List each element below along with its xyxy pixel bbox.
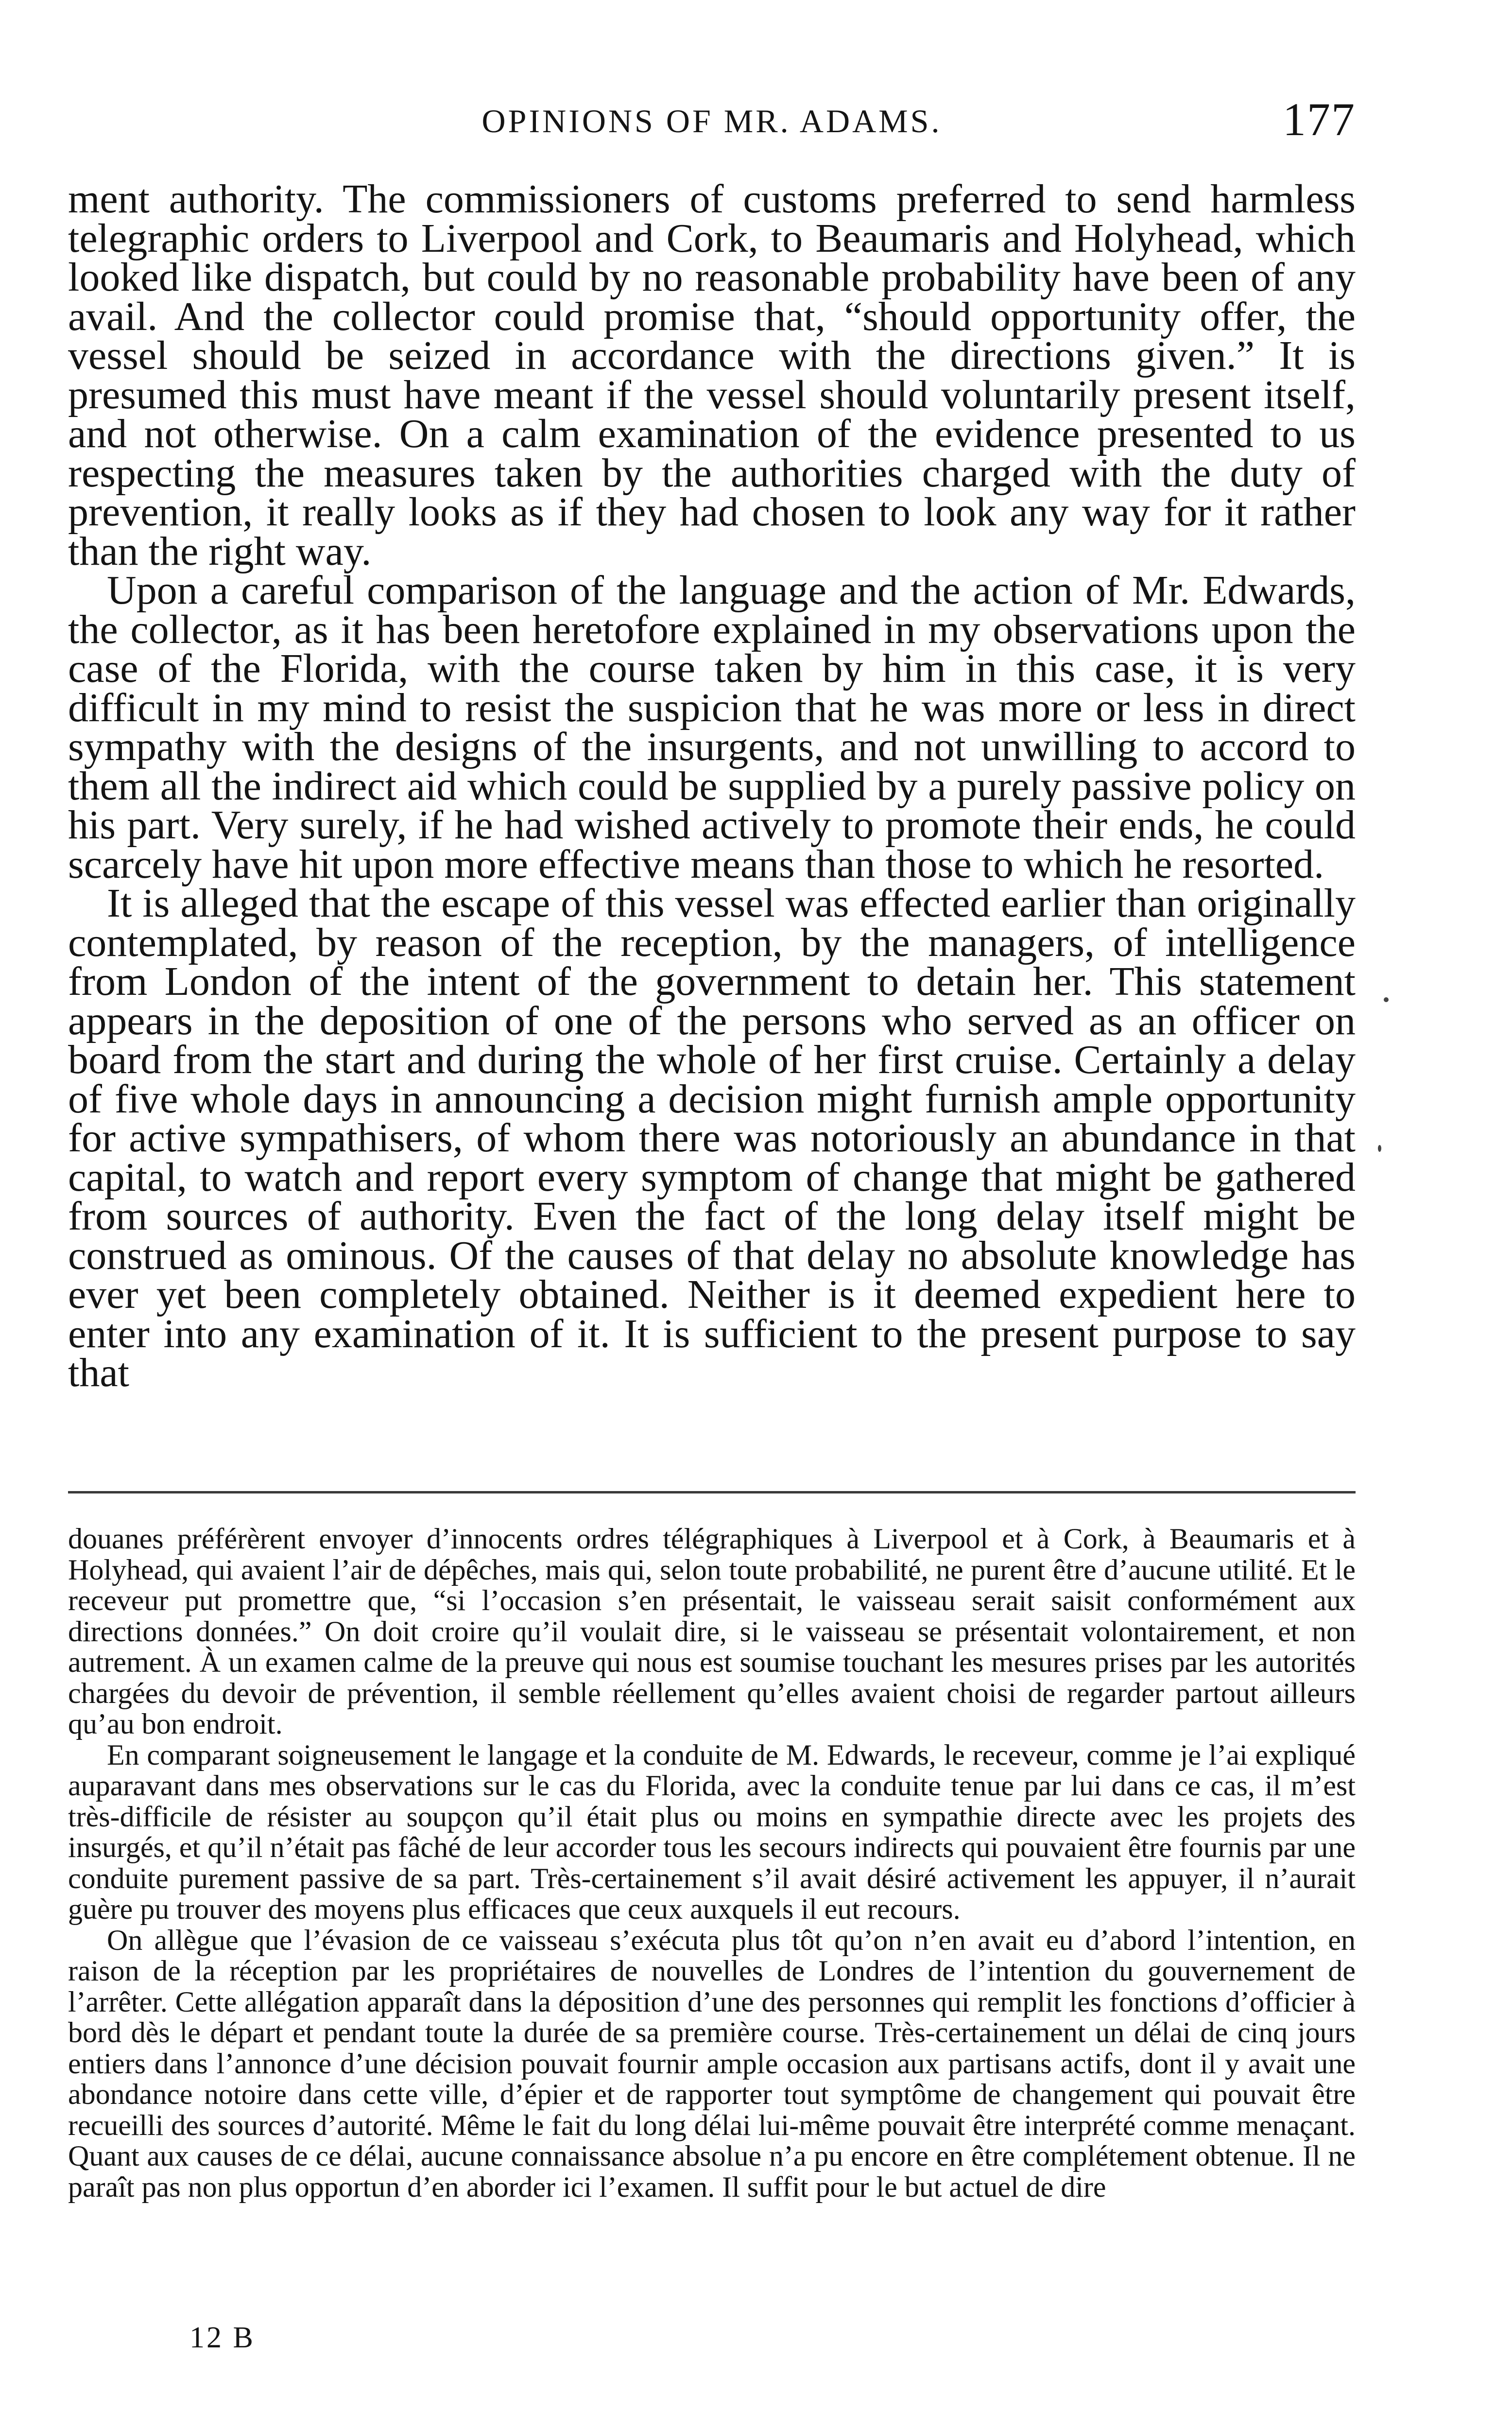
- translation-paragraph-3: On allègue que l’évasion de ce vaisseau s’exécuta plus tôt qu’on n’en avait eu d’abord l’intention, en raison de la réception par les propriétaires de nouvelles de Londres de l’intention du gouvernement de l’arrêter. Cette allégation apparaît dans la déposition d’une des personnes qui remplit les fonctions d’officier à bord dès le départ et pendant toute la durée de sa première course. Très-certainement un délai de cinq jours entiers dans l’annonce d’une décision pouvait fournir ample occasion aux partisans actifs, dont il y avait une abondance notoire dans cette ville, d’épier et de rapporter tout symptôme de changement qui pouvait être recueilli des sources d’autorité. Même le fait du long délai lui-même pouvait être interprété comme menaçant. Quant aux causes de ce délai, aucune connaissance absolue n’a pu encore en être complétement obtenue. Il ne paraît pas non plus opportun d’en aborder ici l’examen. Il suffit pour le but actuel de dire: [68, 1924, 1356, 2203]
- translation-paragraph-1: douanes préférèrent envoyer d’innocents ordres télégraphiques à Liverpool et à Cork, à Beaumaris et à Holyhead, qui avaient l’air de dépêches, mais qui, selon toute probabilité, ne purent être d’aucune utilité. Et le receveur put promettre que, “si l’occasion s’en présentait, le vaisseau serait saisit conformément aux directions données.” On doit croire qu’il voulait dire, si le vaisseau se présentait volontairement, et non autrement. À un examen calme de la preuve qui nous est soumise touchant les mesures prises par les autorités chargées du devoir de prévention, il semble réellement qu’elles avaient choisi de regarder partout ailleurs qu’au bon endroit.: [68, 1523, 1356, 1740]
- main-text: [68, 176, 1356, 1395]
- margin-speck: [1378, 1145, 1381, 1152]
- running-head: [68, 92, 1356, 151]
- french-translation: [68, 1524, 1356, 2203]
- main-paragraph-2: Upon a careful comparison of the language and the action of Mr. Edwards, the collector, as it has been heretofore explained in my observations upon the case of the Florida, with the course taken by him in this case, it is very difficult in my mind to resist the suspicion that he was more or less in direct sympathy with the designs of the insurgents, and not unwilling to accord to them all the indirect aid which could be supplied by a purely passive policy on his part. Very surely, if he had wished actively to promote their ends, he could scarcely have hit upon more effective means than those to which he resorted.: [68, 568, 1356, 887]
- main-paragraph-3: It is alleged that the escape of this vessel was effected earlier than originally contemplated, by reason of the reception, by the managers, of intelligence from London of the intent of the government to detain her. This statement appears in the deposition of one of the persons who served as an officer on board from the start and during the whole of her first cruise. Certainly a delay of five whole days in announcing a decision might furnish ample opportunity for active sympathisers, of whom there was notoriously an abundance in that capital, to watch and report every symptom of change that might be gathered from sources of authority. Even the fact of the long delay itself might be construed as ominous. Of the causes of that delay no absolute knowledge has ever yet been completely obtained. Neither is it deemed expedient here to enter into any examination of it. It is sufficient to the present purpose to say that: [68, 881, 1356, 1395]
- translation-paragraph-2: En comparant soigneusement le langage et la conduite de M. Edwards, le receveur, comme je l’ai expliqué auparavant dans mes observations sur le cas du Florida, avec la conduite tenue par lui dans ce cas, il m’est très-difficile de résister au soupçon qu’il était plus ou moins en sympathie directe avec les projets des insurgés, et qu’il n’était pas fâché de leur accorder tous les secours indirects qui pouvaient être fournis par une conduite purement passive de sa part. Très-certainement s’il avait désiré activement les appuyer, il n’aurait guère pu trouver des moyens plus efficaces que ceux auxquels il eut recours.: [68, 1738, 1356, 1925]
- printer-signature-mark: 12 B: [189, 2321, 255, 2354]
- section-divider: [68, 1491, 1356, 1493]
- main-paragraph-1: ment authority. The commissioners of customs preferred to send harmless telegraphic orders to Liverpool and Cork, to Beaumaris and Holyhead, which looked like dispatch, but could by no reasonable probability have been of any avail. And the collector could promise that, “should opportunity offer, the vessel should be seized in accordance with the directions given.” It is presumed this must have meant if the vessel should voluntarily present itself, and not otherwise. On a calm examination of the evidence presented to us respecting the measures taken by the authorities charged with the duty of prevention, it really looks as if they had chosen to look any way for it rather than the right way.: [68, 176, 1356, 574]
- margin-speck: [1384, 997, 1389, 1002]
- running-title: OPINIONS OF MR. ADAMS.: [481, 103, 942, 139]
- page-number: 177: [1283, 93, 1356, 145]
